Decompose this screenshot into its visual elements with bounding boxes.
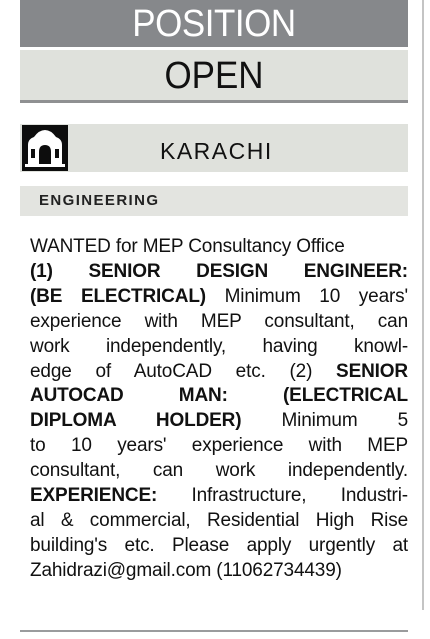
page-title-line2: OPEN [164, 55, 264, 97]
ad-text-line [30, 360, 408, 385]
ad-text-line [30, 310, 408, 335]
bottom-rule [20, 630, 408, 632]
ad-text: Minimum 10 years' [205, 285, 408, 307]
ad-text-line [30, 235, 408, 260]
ad-text: Minimum 5 [241, 410, 408, 432]
ad-text-bold: DIPLOMA HOLDER) [30, 410, 242, 432]
ad-text: work independently, having knowl- [30, 335, 408, 357]
ad-text[interactable]: Zahidrazi@gmail.com (11062734439) [30, 559, 342, 581]
ad-text-bold: EXPERIENCE: [30, 485, 158, 507]
ad-text: to 10 years' experience with MEP [30, 435, 408, 457]
ad-text-line [30, 484, 408, 509]
ad-text: edge of AutoCAD etc. (2) [30, 360, 337, 382]
ad-text-bold: SENIOR [336, 360, 408, 382]
ad-text-line [30, 459, 408, 484]
ad-text-line [30, 384, 408, 409]
ad-text: experience with MEP consultant, can [30, 310, 408, 332]
ad-text-line [30, 534, 408, 559]
ad-text-line [30, 260, 408, 285]
ad-text: Infrastructure, Industri- [157, 485, 408, 507]
category-label: ENGINEERING [39, 192, 160, 209]
location-city: KARACHI [160, 138, 273, 164]
ad-text-line [30, 285, 408, 310]
ad-text: WANTED for MEP Consultancy Office [30, 236, 345, 257]
ad-text-line [30, 335, 408, 360]
ad-text: consultant, can work independently. [30, 460, 408, 482]
ad-text-bold: AUTOCAD MAN: (ELECTRICAL [30, 385, 408, 407]
mazar-quaid-icon [22, 125, 68, 171]
ad-text-line [30, 409, 408, 434]
header-rule [20, 100, 408, 103]
ad-text-line [30, 434, 408, 459]
page-title-line1: POSITION [132, 3, 296, 45]
ad-body-text [30, 235, 408, 584]
ad-text-line [30, 509, 408, 534]
ad-text: building's etc. Please apply urgently at [30, 534, 408, 556]
column-rule [422, 0, 424, 610]
ad-text: al & commercial, Residential High Rise [30, 509, 408, 531]
ad-text-line [30, 559, 408, 584]
classified-ad [20, 0, 408, 639]
ad-text-bold: (1) SENIOR DESIGN ENGINEER: [30, 260, 408, 282]
ad-text-bold: (BE ELECTRICAL) [30, 285, 206, 307]
